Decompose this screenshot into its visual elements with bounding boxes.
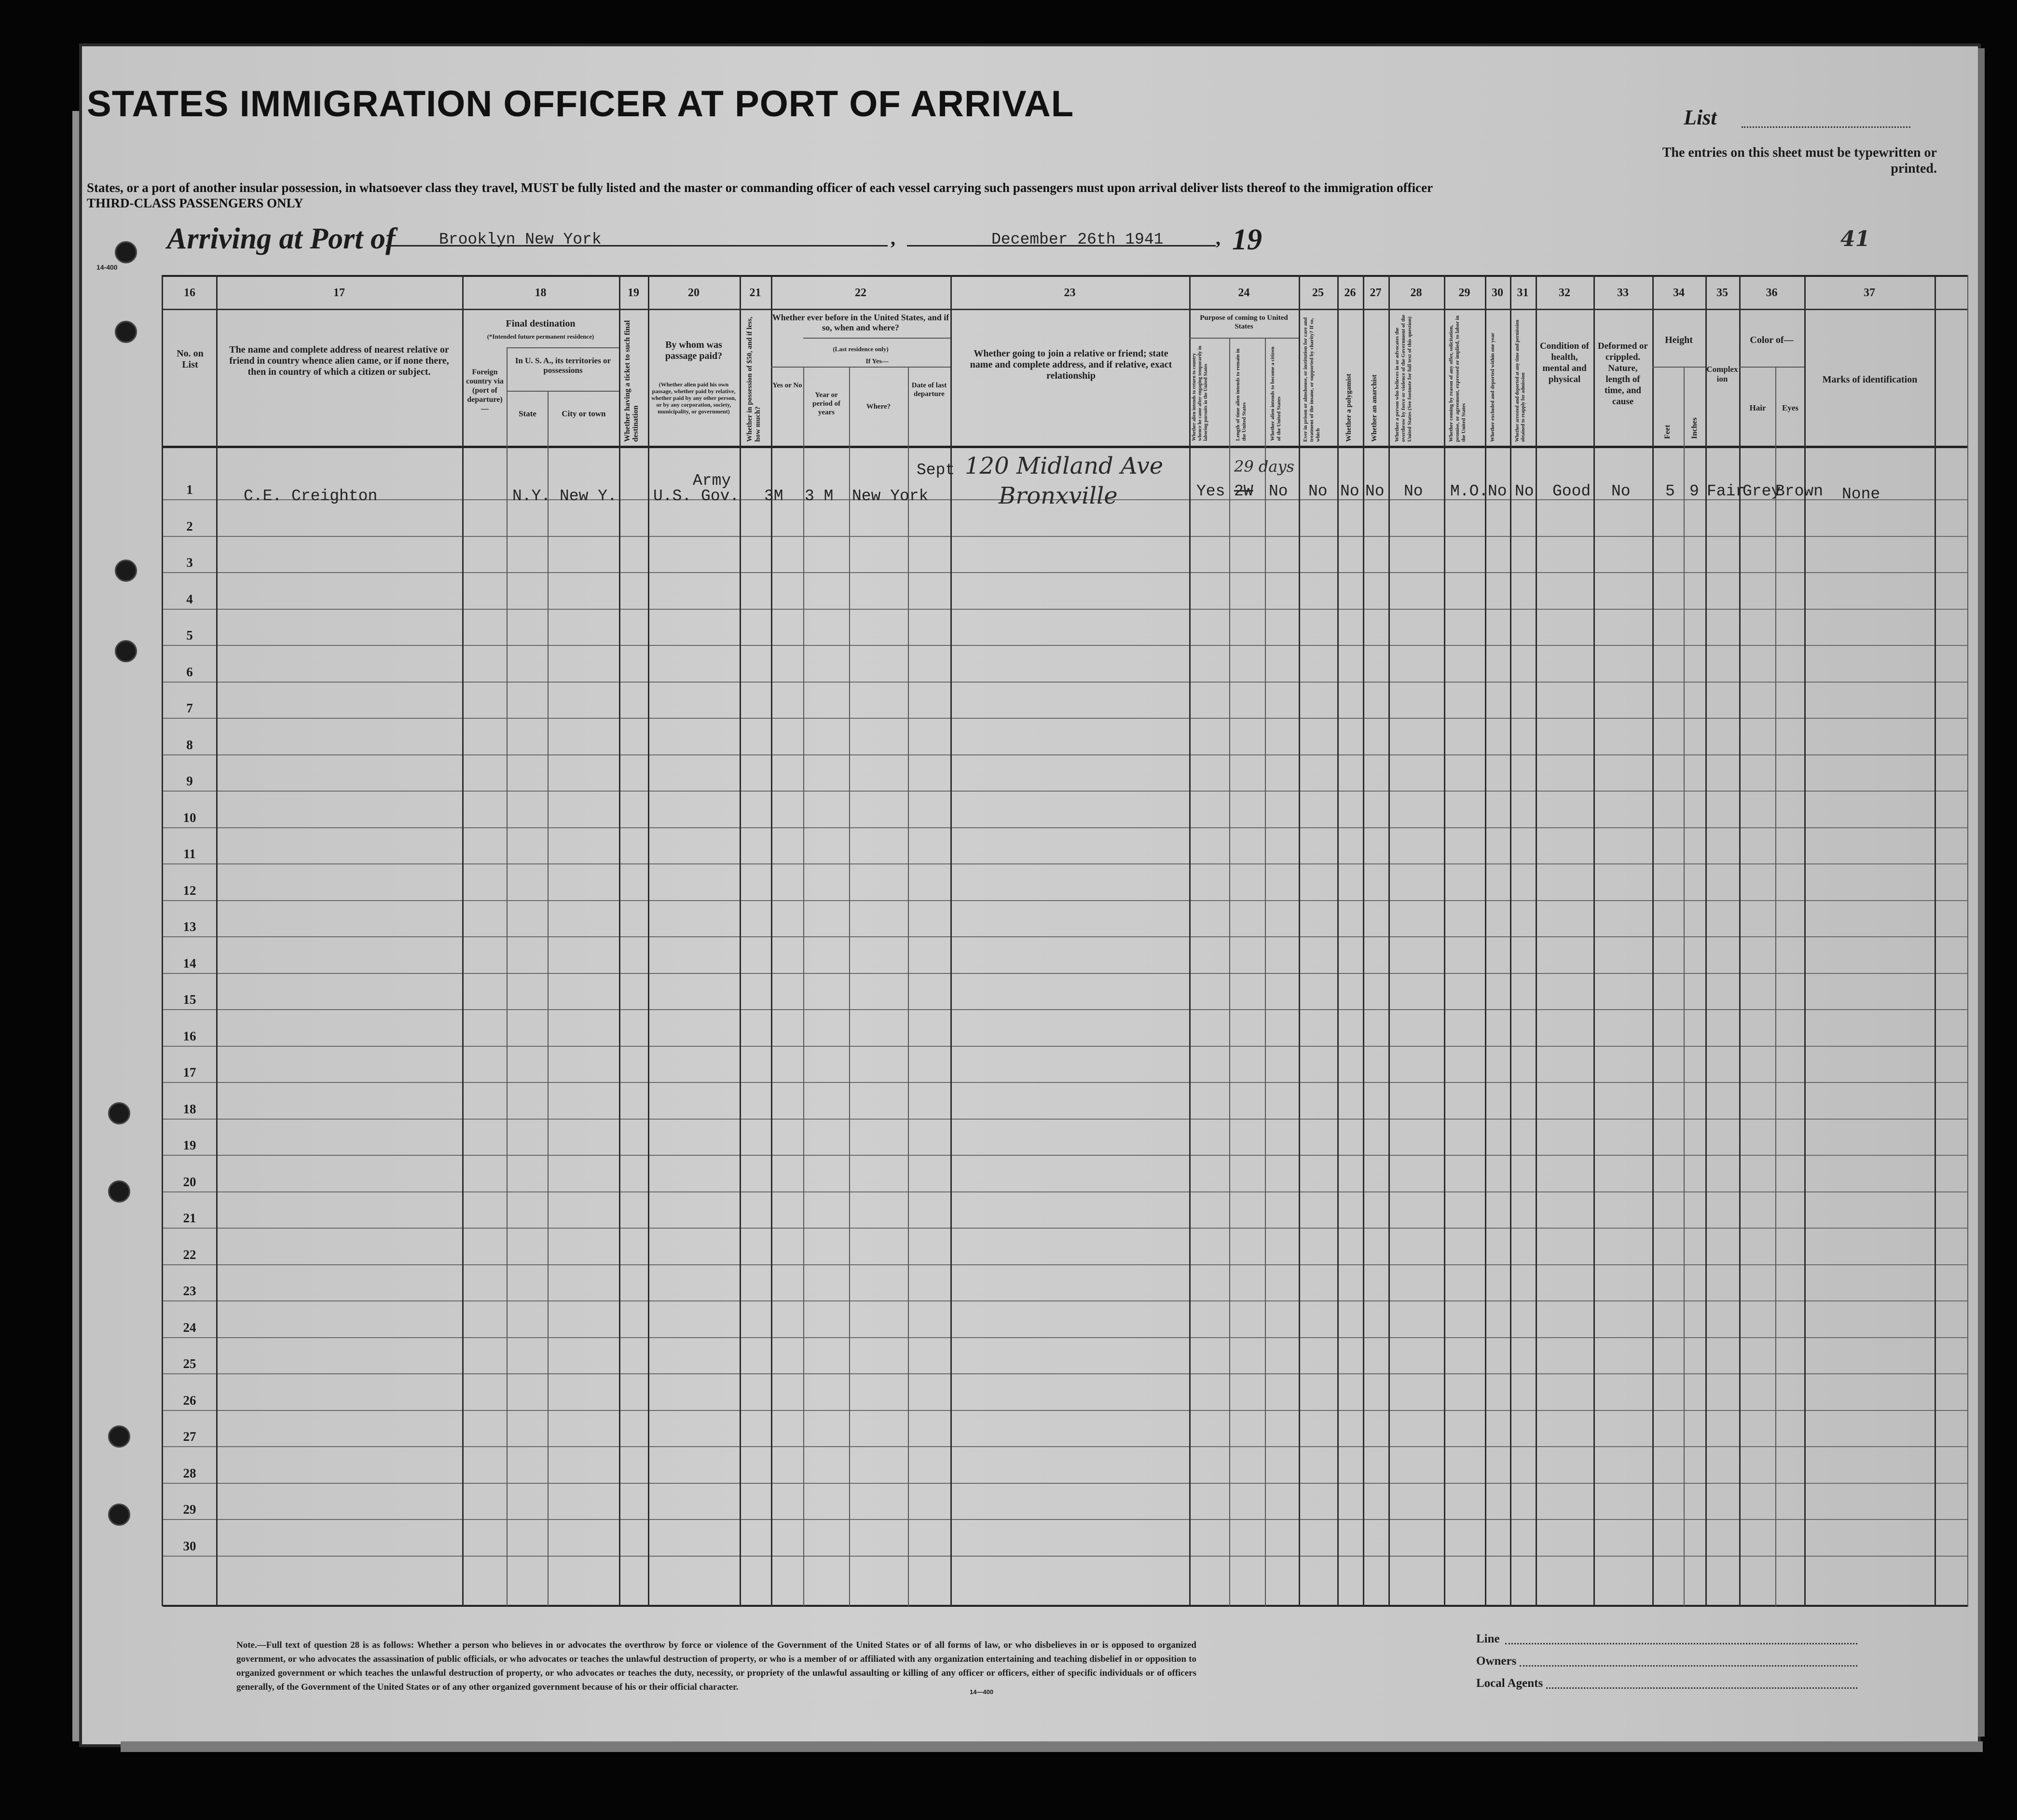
col36-eyes-header: Eyes xyxy=(1782,403,1798,412)
subhead-rule xyxy=(507,347,619,348)
punch-hole xyxy=(108,1102,130,1124)
col19-header: Whether having a ticket to such final destination xyxy=(623,320,640,442)
col-border xyxy=(162,275,163,1606)
col22-if-yes: If Yes— xyxy=(865,358,889,365)
col-number-35: 35 xyxy=(1716,287,1728,299)
entry-complexion: Fair xyxy=(1707,482,1745,500)
col-border xyxy=(462,275,464,1606)
subhead-rule xyxy=(803,338,950,339)
row-number: 12 xyxy=(183,883,196,898)
punch-hole xyxy=(115,241,137,263)
row-rule xyxy=(163,1556,1968,1557)
row-number: 15 xyxy=(183,992,196,1007)
col-number-33: 33 xyxy=(1617,287,1629,299)
col-border xyxy=(1444,275,1445,1606)
entry-hair: Grey xyxy=(1743,482,1781,500)
row-rule xyxy=(163,863,1968,864)
row-rule xyxy=(163,827,1968,828)
row-number: 22 xyxy=(183,1247,196,1262)
col-number-28: 28 xyxy=(1410,287,1422,299)
row-number: 3 xyxy=(186,555,193,570)
row-number: 13 xyxy=(183,919,196,934)
punch-hole xyxy=(108,1425,130,1448)
row-number: 1 xyxy=(186,482,193,497)
col18-header: Final destination xyxy=(506,318,576,329)
col-number-18: 18 xyxy=(535,287,547,299)
col18-foreign-header: Foreign country via (port of departure)— xyxy=(466,368,504,413)
row-number: 9 xyxy=(186,774,193,788)
col-border xyxy=(1337,275,1339,1606)
col18-city-header: City or town xyxy=(562,409,606,418)
col-border xyxy=(1510,275,1511,1606)
col-border xyxy=(1684,367,1685,1606)
col18-state-header: State xyxy=(519,409,536,418)
form-code-bottom: 14—400 xyxy=(970,1688,994,1696)
row-number: 7 xyxy=(186,701,193,715)
col-border xyxy=(771,275,772,1606)
comma-separator-2: , xyxy=(1216,227,1221,249)
row-number: 23 xyxy=(183,1284,196,1298)
col25-header: Ever in prison or almshouse, or institution for care and treatment of the insane, or supported by charity? If so, which xyxy=(1303,317,1321,442)
col24-citizen-header: Whether alien intends to become a citizen of the United States xyxy=(1270,346,1282,441)
subhead-rule xyxy=(1652,367,1705,368)
entry-eyes: Brown xyxy=(1775,482,1824,500)
entry-city: New Y. xyxy=(560,487,617,505)
row-rule xyxy=(163,1373,1968,1374)
entry-paid-by-line1: Army xyxy=(693,472,731,490)
col-border xyxy=(619,275,620,1606)
col35-header: Complexion xyxy=(1706,365,1738,383)
subhead-rule xyxy=(1739,367,1804,368)
col-border xyxy=(1775,367,1776,1606)
row-number: 19 xyxy=(183,1138,196,1152)
row-number: 10 xyxy=(183,810,196,825)
col34-feet-header: Feet xyxy=(1663,424,1672,439)
entry-where: New York xyxy=(852,487,929,505)
subhead-rule xyxy=(507,391,619,392)
row-number: 26 xyxy=(183,1393,196,1408)
table-bottom-border xyxy=(163,1605,1968,1607)
entry-marks: None xyxy=(1842,485,1880,503)
question-28-footnote: Note.—Full text of question 28 is as follows: Whether a person who believes in or advocates the overthrow by force or violence of the Government of the United States or of all forms of law, or who disbelieves in or is opposed to organized government, or who advocates the assassination of public officials, or who advocates or teaches the unlawful destruction of property, or who is a member of or affiliated with any organization entertaining and teaching disbelief in or opposition to organized government or which teaches the unlawful destruction of property, or who advocates or teaches the duty, necessity, or propriety of the unlawful assaulting or killing of any officer or officers, either of specific individuals or of officers generally, of the Government of the United States or of any other organized government because of his or their official character. xyxy=(236,1640,1196,1692)
row-rule xyxy=(163,1519,1968,1520)
row-number: 6 xyxy=(186,665,193,679)
col-number-37: 37 xyxy=(1864,287,1875,299)
row-number: 25 xyxy=(183,1356,196,1371)
row-number: 17 xyxy=(183,1065,196,1080)
col24-header: Purpose of coming to United States xyxy=(1200,314,1288,330)
agents-field-line xyxy=(1546,1687,1857,1689)
row-rule xyxy=(163,536,1968,537)
entry-anarchist: No xyxy=(1365,482,1385,500)
col-number-22: 22 xyxy=(855,287,866,299)
col-border xyxy=(1388,275,1390,1606)
punch-hole xyxy=(108,1504,130,1526)
col-border xyxy=(1804,275,1806,1606)
punch-hole xyxy=(108,1180,130,1203)
punch-hole xyxy=(115,640,137,662)
col27-header: Whether an anarchist xyxy=(1371,374,1378,442)
punch-hole xyxy=(115,560,137,582)
col-border xyxy=(1229,338,1230,1606)
row-number: 2 xyxy=(186,519,193,534)
row-rule xyxy=(163,1191,1968,1192)
col-number-17: 17 xyxy=(333,287,345,299)
header-bottom-rule xyxy=(163,446,1968,448)
form-title: STATES IMMIGRATION OFFICER AT PORT OF ARRIVAL xyxy=(87,83,1074,124)
row-number: 27 xyxy=(183,1429,196,1444)
comma-separator: , xyxy=(891,227,895,249)
col-border xyxy=(803,367,804,1606)
entry-health: Good xyxy=(1552,482,1591,500)
row-number: 14 xyxy=(183,956,196,971)
col-border xyxy=(1299,275,1300,1606)
row-rule xyxy=(163,791,1968,792)
col34-header: Height xyxy=(1665,335,1693,345)
entry-arrested: No xyxy=(1515,482,1534,500)
row-rule xyxy=(163,1446,1968,1447)
row-number: 24 xyxy=(183,1320,196,1335)
table-top-border xyxy=(163,275,1968,277)
col-number-21: 21 xyxy=(749,287,761,299)
entry-length-typed: 2W xyxy=(1234,482,1253,500)
row-number: 8 xyxy=(186,738,193,752)
col26-header: Whether a polygamist xyxy=(1345,373,1353,442)
col-border xyxy=(216,275,218,1606)
entry-length-hand: 29 days xyxy=(1234,457,1294,476)
col-number-19: 19 xyxy=(628,287,639,299)
entry-excluded: No xyxy=(1488,482,1507,500)
col16-header: No. on List xyxy=(177,348,204,370)
col36-header: Color of— xyxy=(1750,335,1794,345)
col-border xyxy=(1536,275,1537,1606)
entry-deformed: No xyxy=(1611,482,1631,500)
form-subtitle: States, or a port of another insular possession, in whatsoever class they travel, MUST be fully listed and the master or commanding officer of each vessel carrying such passengers must upon arrival deliver lists thereof to the immigration officer xyxy=(87,180,1433,195)
row-number: 30 xyxy=(183,1539,196,1553)
row-rule xyxy=(163,1264,1968,1265)
entry-join-line1: 120 Midland Ave xyxy=(965,452,1164,479)
form-code-top: 14-400 xyxy=(96,263,118,271)
row-number: 28 xyxy=(183,1466,196,1480)
entry-departure: Sept xyxy=(917,461,955,479)
row-rule xyxy=(163,1483,1968,1484)
col32-header: Condition of health, mental and physical xyxy=(1540,341,1589,384)
col-number-24: 24 xyxy=(1238,287,1250,299)
col-number-23: 23 xyxy=(1064,287,1076,299)
entry-name: C.E. Creighton xyxy=(244,487,378,505)
entry-q28: No xyxy=(1404,482,1423,500)
year-mark: 41 xyxy=(1840,227,1870,251)
entry-feet: 5 xyxy=(1665,482,1675,500)
entry-period: 3 M xyxy=(805,487,834,505)
col21-header: Whether in possession of $50, and if less, how much? xyxy=(746,316,762,442)
col34-inches-header: Inches xyxy=(1690,417,1699,439)
col-number-20: 20 xyxy=(688,287,700,299)
row-rule xyxy=(163,1410,1968,1411)
year-prefix: 19 xyxy=(1232,223,1262,256)
col-border xyxy=(1705,275,1707,1606)
col-border xyxy=(1935,275,1936,1606)
row-number: 16 xyxy=(183,1029,196,1043)
row-number: 18 xyxy=(183,1102,196,1116)
row-rule xyxy=(163,1009,1968,1010)
row-rule xyxy=(163,645,1968,646)
col33-header: Deformed or crippled. Nature, length of time, and cause xyxy=(1598,341,1648,407)
row-number: 21 xyxy=(183,1211,196,1225)
row-rule xyxy=(163,936,1968,937)
col28-header: Whether a person who believes in or advocates the overthrow by force or violence of the Government of the United States (See footnote for full text of this question) xyxy=(1394,315,1413,442)
line-field-line xyxy=(1505,1643,1857,1644)
entry-paid-by-line2: U.S. Gov. xyxy=(653,487,740,505)
col24-return-header: Whether alien intends to return to country whence he came after engaging temporarily in laboring pursuits in the United States xyxy=(1192,346,1208,441)
row-rule xyxy=(163,1228,1968,1229)
col20-header: By whom was passage paid? xyxy=(665,340,723,361)
owners-label: Owners xyxy=(1476,1655,1517,1668)
col-border xyxy=(1189,275,1191,1606)
list-number-line xyxy=(1742,126,1910,128)
arrival-port-label: Arriving at Port of xyxy=(167,222,396,255)
col23-header: Whether going to join a relative or friend; state name and complete address, and if relative, exact relationship xyxy=(970,348,1172,381)
sheet-edge-bottom xyxy=(121,1741,1983,1752)
sheet-edge-left xyxy=(72,111,79,1741)
col-number-27: 27 xyxy=(1370,287,1382,299)
col-border xyxy=(908,367,909,1606)
row-rule xyxy=(163,718,1968,719)
col-border xyxy=(548,391,549,1606)
col-number-29: 29 xyxy=(1458,287,1470,299)
col22-date-header: Date of last departure xyxy=(911,382,947,398)
entry-join-line2: Bronxville xyxy=(999,482,1118,509)
row-number: 11 xyxy=(183,847,196,861)
col-number-34: 34 xyxy=(1673,287,1685,299)
col-border xyxy=(849,367,850,1606)
owners-field-line xyxy=(1520,1665,1857,1667)
line-label: Line xyxy=(1476,1632,1500,1645)
col18-usa-header: In U. S. A., its territories or possessions xyxy=(515,356,611,375)
col-border xyxy=(1739,275,1741,1606)
row-rule xyxy=(163,1119,1968,1120)
header-number-rule xyxy=(163,309,1968,310)
col30-header: Whether excluded and deported within one year xyxy=(1490,332,1496,442)
row-number: 29 xyxy=(183,1502,196,1517)
passenger-class-line: THIRD-CLASS PASSENGERS ONLY xyxy=(87,196,303,210)
col18-note: (*Intended future permanent residence) xyxy=(487,333,594,340)
entry-money: 3M xyxy=(764,487,783,505)
col31-header: Whether arrested and deported at any time and permission obtained to reapply for admission xyxy=(1515,320,1526,442)
row-rule xyxy=(163,1155,1968,1156)
entry-offer: M.O. xyxy=(1450,482,1489,500)
col29-header: Whether coming by reason of any offer, solicitation, promise, or agreement, expressed or implied, to labor in the United States xyxy=(1448,315,1467,442)
row-number: 5 xyxy=(186,628,193,643)
arrival-date-value: December 26th 1941 xyxy=(991,231,1164,248)
entry-prison: No xyxy=(1308,482,1328,500)
col-number-36: 36 xyxy=(1766,287,1778,299)
col-number-25: 25 xyxy=(1312,287,1324,299)
row-number: 4 xyxy=(186,592,193,606)
col-border xyxy=(507,347,508,1606)
manifest-sheet xyxy=(82,46,1978,1744)
entry-polygamist: No xyxy=(1340,482,1359,500)
col-border xyxy=(740,275,741,1606)
col36-hair-header: Hair xyxy=(1749,403,1766,412)
sheet-edge-right xyxy=(1978,48,1985,1737)
col-border xyxy=(1485,275,1486,1606)
col-border xyxy=(1593,275,1595,1606)
col22-where-header: Where? xyxy=(866,403,891,411)
local-agents-label: Local Agents xyxy=(1476,1677,1543,1690)
col20-note: (Whether alien paid his own passage, whether paid by relative, whether paid by any other person, or by any corporation, society, municipality, or government) xyxy=(651,381,736,415)
row-rule xyxy=(163,1300,1968,1301)
row-rule xyxy=(163,754,1968,755)
col-number-26: 26 xyxy=(1344,287,1356,299)
col22-note: (Last residence only) xyxy=(833,345,889,353)
row-number: 20 xyxy=(183,1175,196,1189)
col-border xyxy=(1265,338,1266,1606)
subhead-rule xyxy=(1189,338,1299,339)
entry-purpose: Yes xyxy=(1196,482,1225,500)
entry-citizen: No xyxy=(1269,482,1288,500)
entry-inches: 9 xyxy=(1689,482,1699,500)
col22-yesno-header: Yes or No xyxy=(772,382,802,389)
col-number-16: 16 xyxy=(184,287,195,299)
punch-hole xyxy=(115,321,137,343)
col24-length-header: Length of time alien intends to remain in the United States xyxy=(1235,348,1247,441)
row-rule xyxy=(163,1046,1968,1047)
col22-year-header: Year or period of years xyxy=(812,391,840,416)
row-rule xyxy=(163,973,1968,974)
col17-header: The name and complete address of nearest relative or friend in country whence alien came, or if none there, then in country of which a citizen or subject. xyxy=(229,344,449,377)
arrival-port-value: Brooklyn New York xyxy=(439,231,602,248)
col37-header: Marks of identification xyxy=(1822,374,1918,385)
row-rule xyxy=(163,682,1968,683)
col22-header: Whether ever before in the United States, and if so, when and where? xyxy=(772,313,949,332)
col-number-32: 32 xyxy=(1559,287,1570,299)
row-rule xyxy=(163,1337,1968,1338)
col-border xyxy=(1967,275,1968,1606)
list-label: List xyxy=(1684,106,1717,129)
entries-note: The entries on this sheet must be typewritten or printed. xyxy=(1662,145,1937,176)
row-rule xyxy=(163,609,1968,610)
entry-state: N.Y. xyxy=(512,487,551,505)
col-border xyxy=(1652,275,1654,1606)
row-rule xyxy=(163,900,1968,901)
row-rule xyxy=(163,1082,1968,1083)
col-border xyxy=(648,275,649,1606)
col-border xyxy=(1363,275,1364,1606)
col-number-30: 30 xyxy=(1492,287,1503,299)
row-rule xyxy=(163,572,1968,573)
col-number-31: 31 xyxy=(1517,287,1529,299)
